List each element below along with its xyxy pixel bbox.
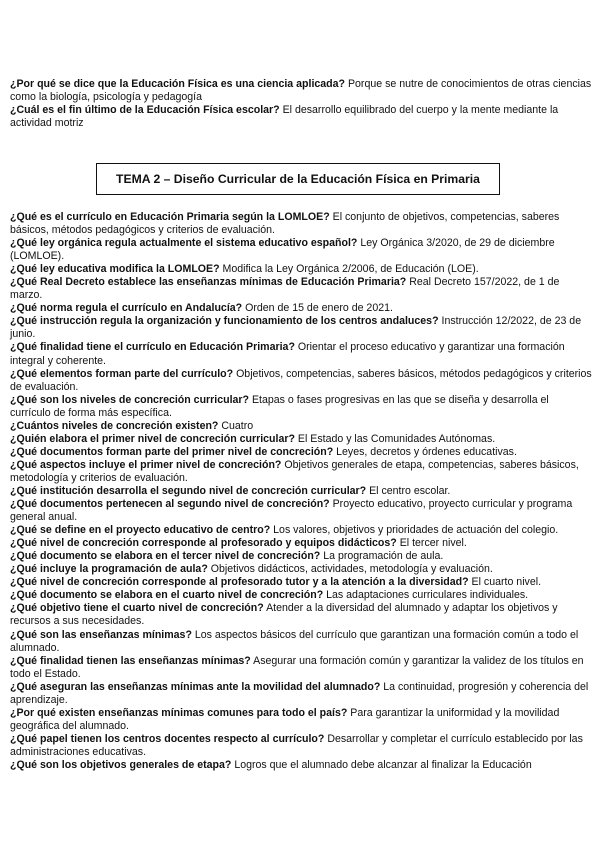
question-text: ¿Cuál es el fin último de la Educación Física escolar? — [10, 104, 280, 116]
intro-section — [10, 78, 592, 130]
question-text: ¿Qué son las enseñanzas mínimas? — [10, 628, 192, 641]
answer-text: Instrucción 12/2022, de 23 de junio. — [10, 315, 582, 341]
answer-text: Orden de 15 de enero de 2021. — [245, 302, 393, 315]
qa-item — [10, 276, 592, 302]
question-text: ¿Qué nivel de concreción corresponde al profesorado tutor y a la atención a la diversidad? — [10, 576, 469, 589]
question-text: ¿Qué documento se elabora en el tercer nivel de concreción? — [10, 550, 321, 563]
answer-text: El desarrollo equilibrado del cuerpo y la mente mediante la actividad motriz — [10, 104, 559, 129]
answer-text: Proyecto educativo, proyecto curricular y programa general anual. — [10, 498, 573, 524]
answer-text: El centro escolar. — [369, 484, 451, 497]
question-text: ¿Qué institución desarrolla el segundo nivel de concreción curricular? — [10, 484, 367, 497]
question-text: ¿Qué documentos forman parte del primer nivel de concreción? — [10, 445, 334, 458]
question-text: ¿Por qué se dice que la Educación Física es una ciencia aplicada? — [10, 78, 346, 90]
answer-text: Las adaptaciones curriculares individuales. — [326, 589, 529, 602]
answer-text: Objetivos, competencias, saberes básicos, métodos pedagógicos y criterios de evaluación. — [10, 367, 592, 393]
answer-text: Objetivos generales de etapa, competencias, saberes básicos, metodología y criterios de evaluación. — [10, 458, 579, 484]
answer-text: Atender a la diversidad del alumnado y adaptar los objetivos y recursos a sus necesidades. — [10, 602, 558, 628]
question-text: ¿Qué aseguran las enseñanzas mínimas ante la movilidad del alumnado? — [10, 680, 381, 693]
question-text: ¿Qué finalidad tiene el currículo en Educación Primaria? — [10, 341, 295, 354]
question-text: ¿Qué nivel de concreción corresponde al profesorado y equipos didácticos? — [10, 537, 397, 550]
question-text: ¿Cuántos niveles de concreción existen? — [10, 419, 219, 432]
question-text: ¿Qué objetivo tiene el cuarto nivel de concreción? — [10, 602, 264, 615]
question-text: ¿Quién elabora el primer nivel de concreción curricular? — [10, 432, 295, 445]
qa-item — [10, 459, 592, 485]
question-text: ¿Qué documento se elabora en el cuarto nivel de concreción? — [10, 589, 324, 602]
qa-item — [10, 576, 592, 589]
qa-item — [10, 368, 592, 394]
answer-text: Logros que el alumnado debe alcanzar al finalizar la Educación — [234, 758, 532, 771]
question-text: ¿Qué papel tienen los centros docentes respecto al currículo? — [10, 732, 325, 745]
question-text: ¿Qué Real Decreto establece las enseñanzas mínimas de Educación Primaria? — [10, 276, 407, 289]
answer-text: Cuatro — [221, 419, 254, 432]
qa-item — [10, 681, 592, 707]
qa-item — [10, 341, 592, 367]
question-text: ¿Qué finalidad tienen las enseñanzas mínimas? — [10, 654, 251, 667]
answer-text: Real Decreto 157/2022, de 1 de marzo. — [10, 276, 560, 302]
answer-text: Los valores, objetivos y prioridades de actuación del colegio. — [273, 524, 559, 537]
question-text: ¿Qué es el currículo en Educación Primaria según la LOMLOE? — [10, 211, 330, 223]
qa-item — [10, 759, 592, 772]
answer-text: Ley Orgánica 3/2020, de 29 de diciembre (LOMLOE). — [10, 237, 555, 263]
question-text: ¿Qué elementos forman parte del currículo? — [10, 367, 234, 380]
answer-text: La continuidad, progresión y coherencia del aprendizaje. — [10, 680, 589, 706]
answer-text: El Estado y las Comunidades Autónomas. — [297, 432, 496, 445]
qa-item — [10, 104, 592, 130]
answer-text: El tercer nivel. — [399, 537, 467, 550]
qa-item — [10, 602, 592, 628]
answer-text: El cuarto nivel. — [471, 576, 542, 589]
answer-text: Asegurar una formación común y garantizar la validez de los títulos en todo el Estado. — [10, 654, 584, 680]
question-text: ¿Qué norma regula el currículo en Andalucía? — [10, 302, 243, 315]
question-text: ¿Qué aspectos incluye el primer nivel de concreción? — [10, 458, 282, 471]
answer-text: Los aspectos básicos del currículo que garantizan una formación común a todo el alumnado. — [10, 628, 579, 654]
qa-item — [10, 629, 592, 655]
question-text: ¿Qué incluye la programación de aula? — [10, 563, 208, 576]
answer-text: Orientar el proceso educativo y garantizar una formación integral y coherente. — [10, 341, 565, 367]
question-text: ¿Qué son los objetivos generales de etapa? — [10, 758, 232, 771]
answer-text: La programación de aula. — [323, 550, 444, 563]
answer-text: Para garantizar la uniformidad y la movilidad geográfica del alumnado. — [10, 706, 560, 732]
qa-item — [10, 237, 592, 263]
qa-list — [10, 211, 592, 772]
qa-item — [10, 446, 592, 459]
answer-text: Leyes, decretos y órdenes educativas. — [336, 445, 517, 458]
question-text: ¿Qué ley orgánica regula actualmente el sistema educativo español? — [10, 237, 358, 250]
qa-item — [10, 707, 592, 733]
question-text: ¿Qué son los niveles de concreción curricular? — [10, 393, 250, 406]
question-text: ¿Qué documentos pertenecen al segundo nivel de concreción? — [10, 498, 330, 511]
qa-item — [10, 550, 592, 563]
qa-item — [10, 263, 592, 276]
qa-item — [10, 394, 592, 420]
answer-text: Etapas o fases progresivas en las que se diseña y desarrolla el currículo de forma más específica. — [10, 393, 549, 419]
qa-item — [10, 655, 592, 681]
qa-item — [10, 524, 592, 537]
question-text: ¿Qué se define en el proyecto educativo de centro? — [10, 524, 271, 537]
qa-item — [10, 733, 592, 759]
qa-item — [10, 420, 592, 433]
qa-item — [10, 485, 592, 498]
answer-text: Objetivos didácticos, actividades, metodología y evaluación. — [210, 563, 493, 576]
qa-item — [10, 498, 592, 524]
answer-text: El conjunto de objetivos, competencias, saberes básicos, métodos pedagógicos y criterios de evaluación. — [10, 211, 560, 237]
section-title: TEMA 2 – Diseño Curricular de la Educación Física en Primaria — [96, 163, 500, 195]
qa-item — [10, 78, 592, 104]
question-text: ¿Qué ley educativa modifica la LOMLOE? — [10, 263, 220, 276]
qa-item — [10, 433, 592, 446]
qa-item — [10, 302, 592, 315]
qa-item — [10, 537, 592, 550]
answer-text: Porque se nutre de conocimientos de otras ciencias como la biología, psicología y pedagogía — [10, 78, 592, 103]
qa-item — [10, 315, 592, 341]
question-text: ¿Qué instrucción regula la organización y funcionamiento de los centros andaluces? — [10, 315, 439, 328]
qa-item — [10, 563, 592, 576]
qa-item — [10, 211, 592, 237]
qa-item — [10, 589, 592, 602]
answer-text: Modifica la Ley Orgánica 2/2006, de Educación (LOE). — [222, 263, 479, 276]
question-text: ¿Por qué existen enseñanzas mínimas comunes para todo el país? — [10, 706, 348, 719]
answer-text: Desarrollar y completar el currículo establecido por las administraciones educativas. — [10, 732, 583, 758]
